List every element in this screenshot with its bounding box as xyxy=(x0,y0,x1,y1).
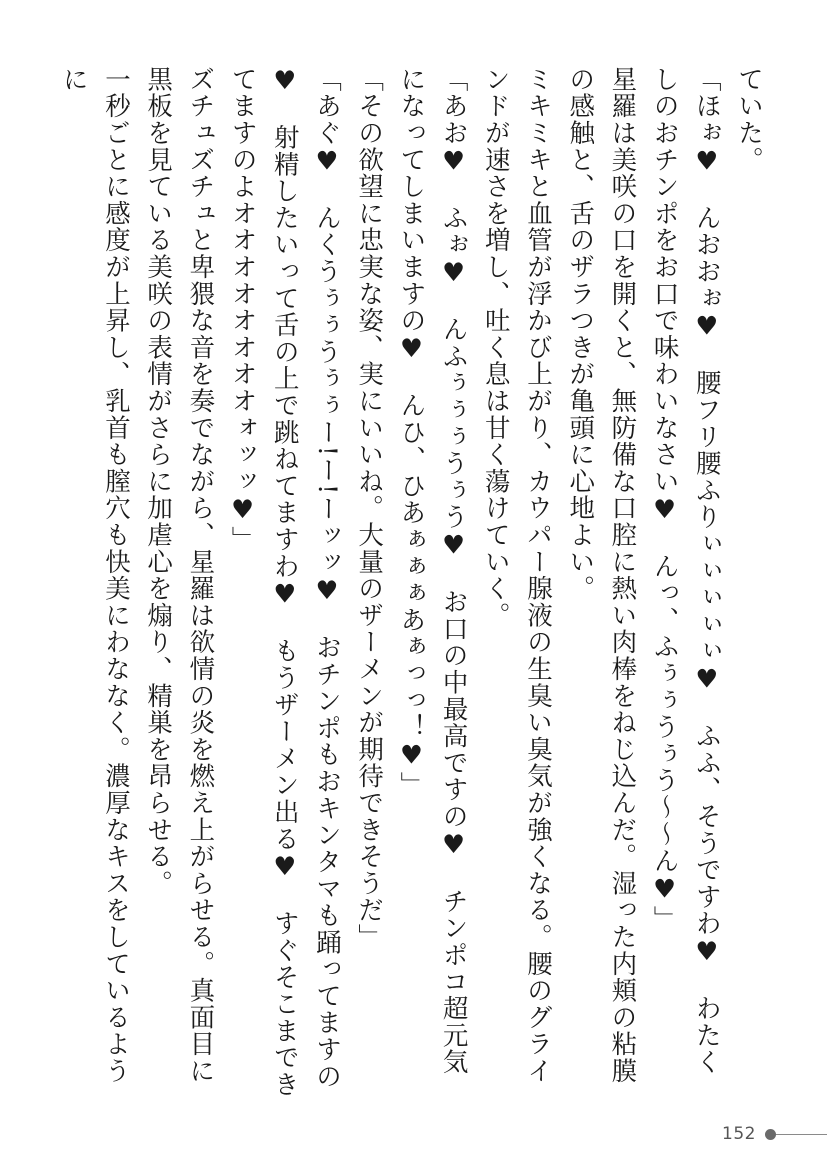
paragraph: 「ほぉ♥ んおおぉ♥ 腰フリ腰ふりぃぃぃぃぃ♥ ふふ、そうですわ♥ わたくしのおチンポをお口で味わいなさい♥ んっ、ふぅぅうぅう〜〜ん♥」 xyxy=(649,66,722,1076)
paragraph: ていた。 xyxy=(734,66,764,174)
dot-icon xyxy=(765,1129,776,1140)
vertical-text-body xyxy=(50,66,770,1100)
paragraph: 「あぐ♥ んくうぅぅうぅぅー!ー!ーッッ♥ おチンポもおキンタマも踊ってますの♥ 射精したいって舌の上で跳ねてますわ♥ もうザーメン出る♥ すぐそこまできてますのよオオオオオオオオォッッ♥」 xyxy=(227,66,342,1098)
paragraph: ミキミキと血管が浮かび上がり、カウパー腺液の生臭い臭気が強くなる。腰のグラインドが速さを増し、吐く息は甘く蕩けていく。 xyxy=(480,66,553,1085)
footer-rule xyxy=(776,1134,827,1135)
paragraph: ズチュズチュと卑猥な音を奏でながら、星羅は欲情の炎を燃え上がらせる。真面目に黒板を見ている美咲の表情がさらに加虐心を煽り、精巣を昂らせる。 xyxy=(143,66,216,1085)
paragraph: 「その欲望に忠実な姿、実にいいね。大量のザーメンが期待できそうだ」 xyxy=(354,66,385,951)
paragraph: 一秒ごとに感度が上昇し、乳首も膣穴も快美にわななく。濃厚なキスをしているように xyxy=(58,66,131,1085)
page-footer xyxy=(722,1123,827,1145)
paragraph: 星羅は美咲の口を開くと、無防備な口腔に熱い肉棒をねじ込んだ。湿った内頬の粘膜の感触と、舌のザラつきが亀頭に心地よい。 xyxy=(565,66,638,1085)
page-number: 152 xyxy=(722,1124,756,1144)
paragraph: 「あお♥ ふぉ♥ んふぅぅぅうぅう♥ お口の中最高ですの♥ チンポコ超元気になってしまいますの♥ んひ、ひあぁぁぁあぁっっ！♥」 xyxy=(396,66,469,1076)
